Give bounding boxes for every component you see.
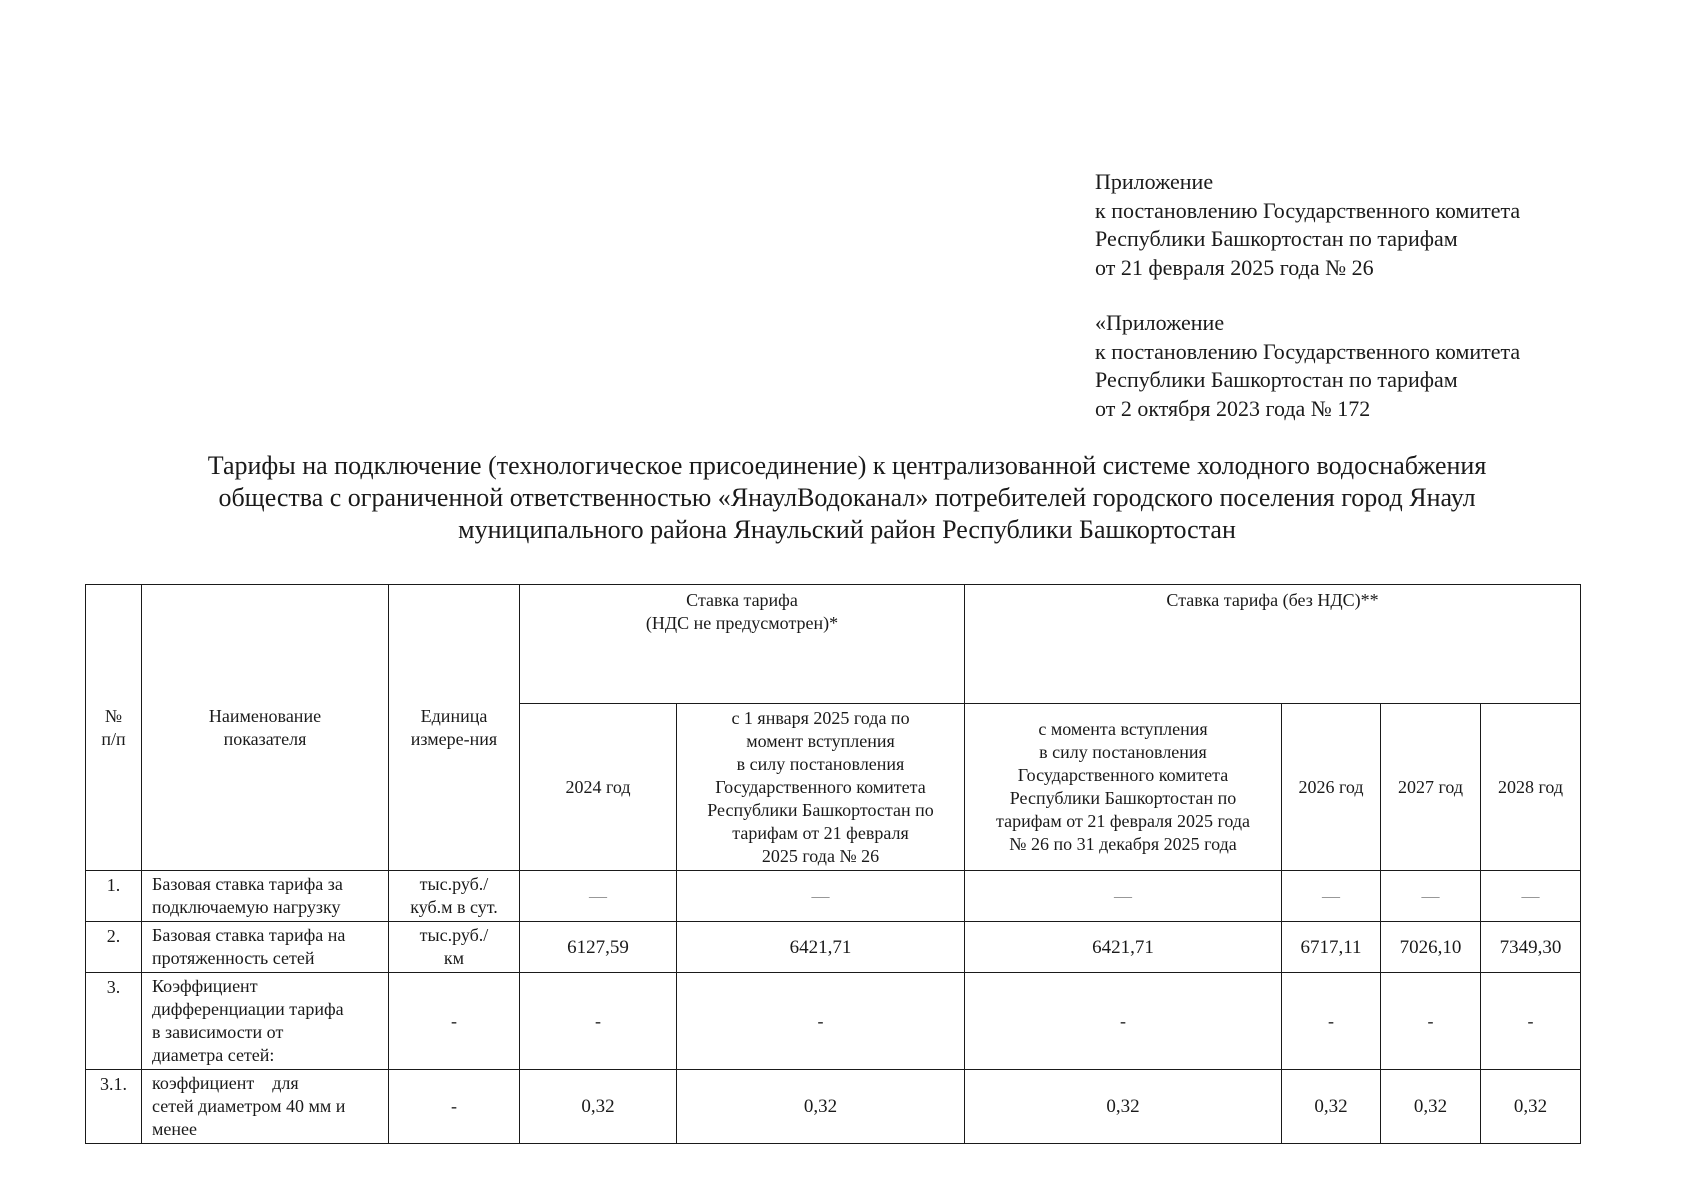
row-value: 7349,30 xyxy=(1481,922,1581,973)
annex-line: от 2 октября 2023 года № 172 xyxy=(1095,395,1371,421)
row-value: — xyxy=(965,871,1282,922)
row-unit: - xyxy=(389,973,520,1070)
title-line: Тарифы на подключение (технологическое присоединение) к централизованной системе холодного водоснабжения xyxy=(207,451,1487,480)
row-value: - xyxy=(965,973,1282,1070)
header-2028: 2028 год xyxy=(1481,704,1581,871)
annex-line: Республики Башкортостан по тарифам xyxy=(1095,367,1458,392)
row-num: 3. xyxy=(86,973,142,1070)
header-group-without-vat: Ставка тарифа (без НДС)** xyxy=(965,585,1581,704)
row-name: коэффициент для сетей диаметром 40 мм и менее xyxy=(142,1070,389,1144)
row-name: Базовая ставка тарифа на протяженность сетей xyxy=(142,922,389,973)
row-value: 0,32 xyxy=(520,1070,677,1144)
table-row xyxy=(86,871,1581,922)
row-name: Коэффициент дифференциации тарифа в зависимости от диаметра сетей: xyxy=(142,973,389,1070)
tariff-table xyxy=(85,584,1581,1144)
header-name: Наименование показателя xyxy=(142,585,389,871)
table-row xyxy=(86,973,1581,1070)
annex-line: от 21 февраля 2025 года № 26 xyxy=(1095,254,1374,280)
annex-line: к постановлению Государственного комитета xyxy=(1095,338,1521,364)
title-line: общества с ограниченной ответственностью «ЯнаулВодоканал» потребителей городского поселения город Янаул xyxy=(218,483,1476,512)
annex-block-2 xyxy=(1095,309,1520,423)
annex-line: Приложение xyxy=(1095,169,1214,194)
row-value: 6127,59 xyxy=(520,922,677,973)
annex-line: «Приложение xyxy=(1095,310,1225,335)
header-row-1 xyxy=(86,585,1581,704)
row-value: — xyxy=(1282,871,1381,922)
row-value: - xyxy=(1481,973,1581,1070)
row-value: — xyxy=(520,871,677,922)
row-value: 0,32 xyxy=(1481,1070,1581,1144)
row-value: 0,32 xyxy=(1282,1070,1381,1144)
row-value: - xyxy=(520,973,677,1070)
row-value: — xyxy=(1381,871,1481,922)
row-name: Базовая ставка тарифа за подключаемую нагрузку xyxy=(142,871,389,922)
row-value: — xyxy=(1481,871,1581,922)
header-2026: 2026 год xyxy=(1282,704,1381,871)
annex-line: к постановлению Государственного комитета xyxy=(1095,197,1521,223)
header-unit: Единица измере-ния xyxy=(389,585,520,871)
title-line: муниципального района Янаульский район Республики Башкортостан xyxy=(458,515,1236,544)
row-value: 6421,71 xyxy=(677,922,965,973)
row-value: 6717,11 xyxy=(1282,922,1381,973)
row-value: 0,32 xyxy=(1381,1070,1481,1144)
table-row xyxy=(86,1070,1581,1144)
row-value: 6421,71 xyxy=(965,922,1282,973)
row-value: - xyxy=(1381,973,1481,1070)
row-value: 0,32 xyxy=(677,1070,965,1144)
document-title xyxy=(0,450,1694,546)
header-group-vat-not-applied: Ставка тарифа (НДС не предусмотрен)* xyxy=(520,585,965,704)
row-value: 0,32 xyxy=(965,1070,1282,1144)
row-unit: тыс.руб./ куб.м в сут. xyxy=(389,871,520,922)
header-2024: 2024 год xyxy=(520,704,677,871)
annex-block-1 xyxy=(1095,168,1520,282)
row-num: 1. xyxy=(86,871,142,922)
header-mid-2025: с момента вступления в силу постановления Государственного комитета Республики Башкортостан по тарифам от 21 февраля 2025 года № 26 по 31 декабря 2025 года xyxy=(965,704,1282,871)
row-num: 3.1. xyxy=(86,1070,142,1144)
header-jan-2025: с 1 января 2025 года по момент вступления в силу постановления Государственного комитета Республики Башкортостан по тарифам от 21 февраля 2025 года № 26 xyxy=(677,704,965,871)
annex-line: Республики Башкортостан по тарифам xyxy=(1095,226,1458,251)
row-value: 7026,10 xyxy=(1381,922,1481,973)
row-unit: - xyxy=(389,1070,520,1144)
header-num: № п/п xyxy=(86,585,142,871)
row-num: 2. xyxy=(86,922,142,973)
row-value: - xyxy=(1282,973,1381,1070)
table-row xyxy=(86,922,1581,973)
row-value: — xyxy=(677,871,965,922)
row-unit: тыс.руб./ км xyxy=(389,922,520,973)
header-2027: 2027 год xyxy=(1381,704,1481,871)
row-value: - xyxy=(677,973,965,1070)
